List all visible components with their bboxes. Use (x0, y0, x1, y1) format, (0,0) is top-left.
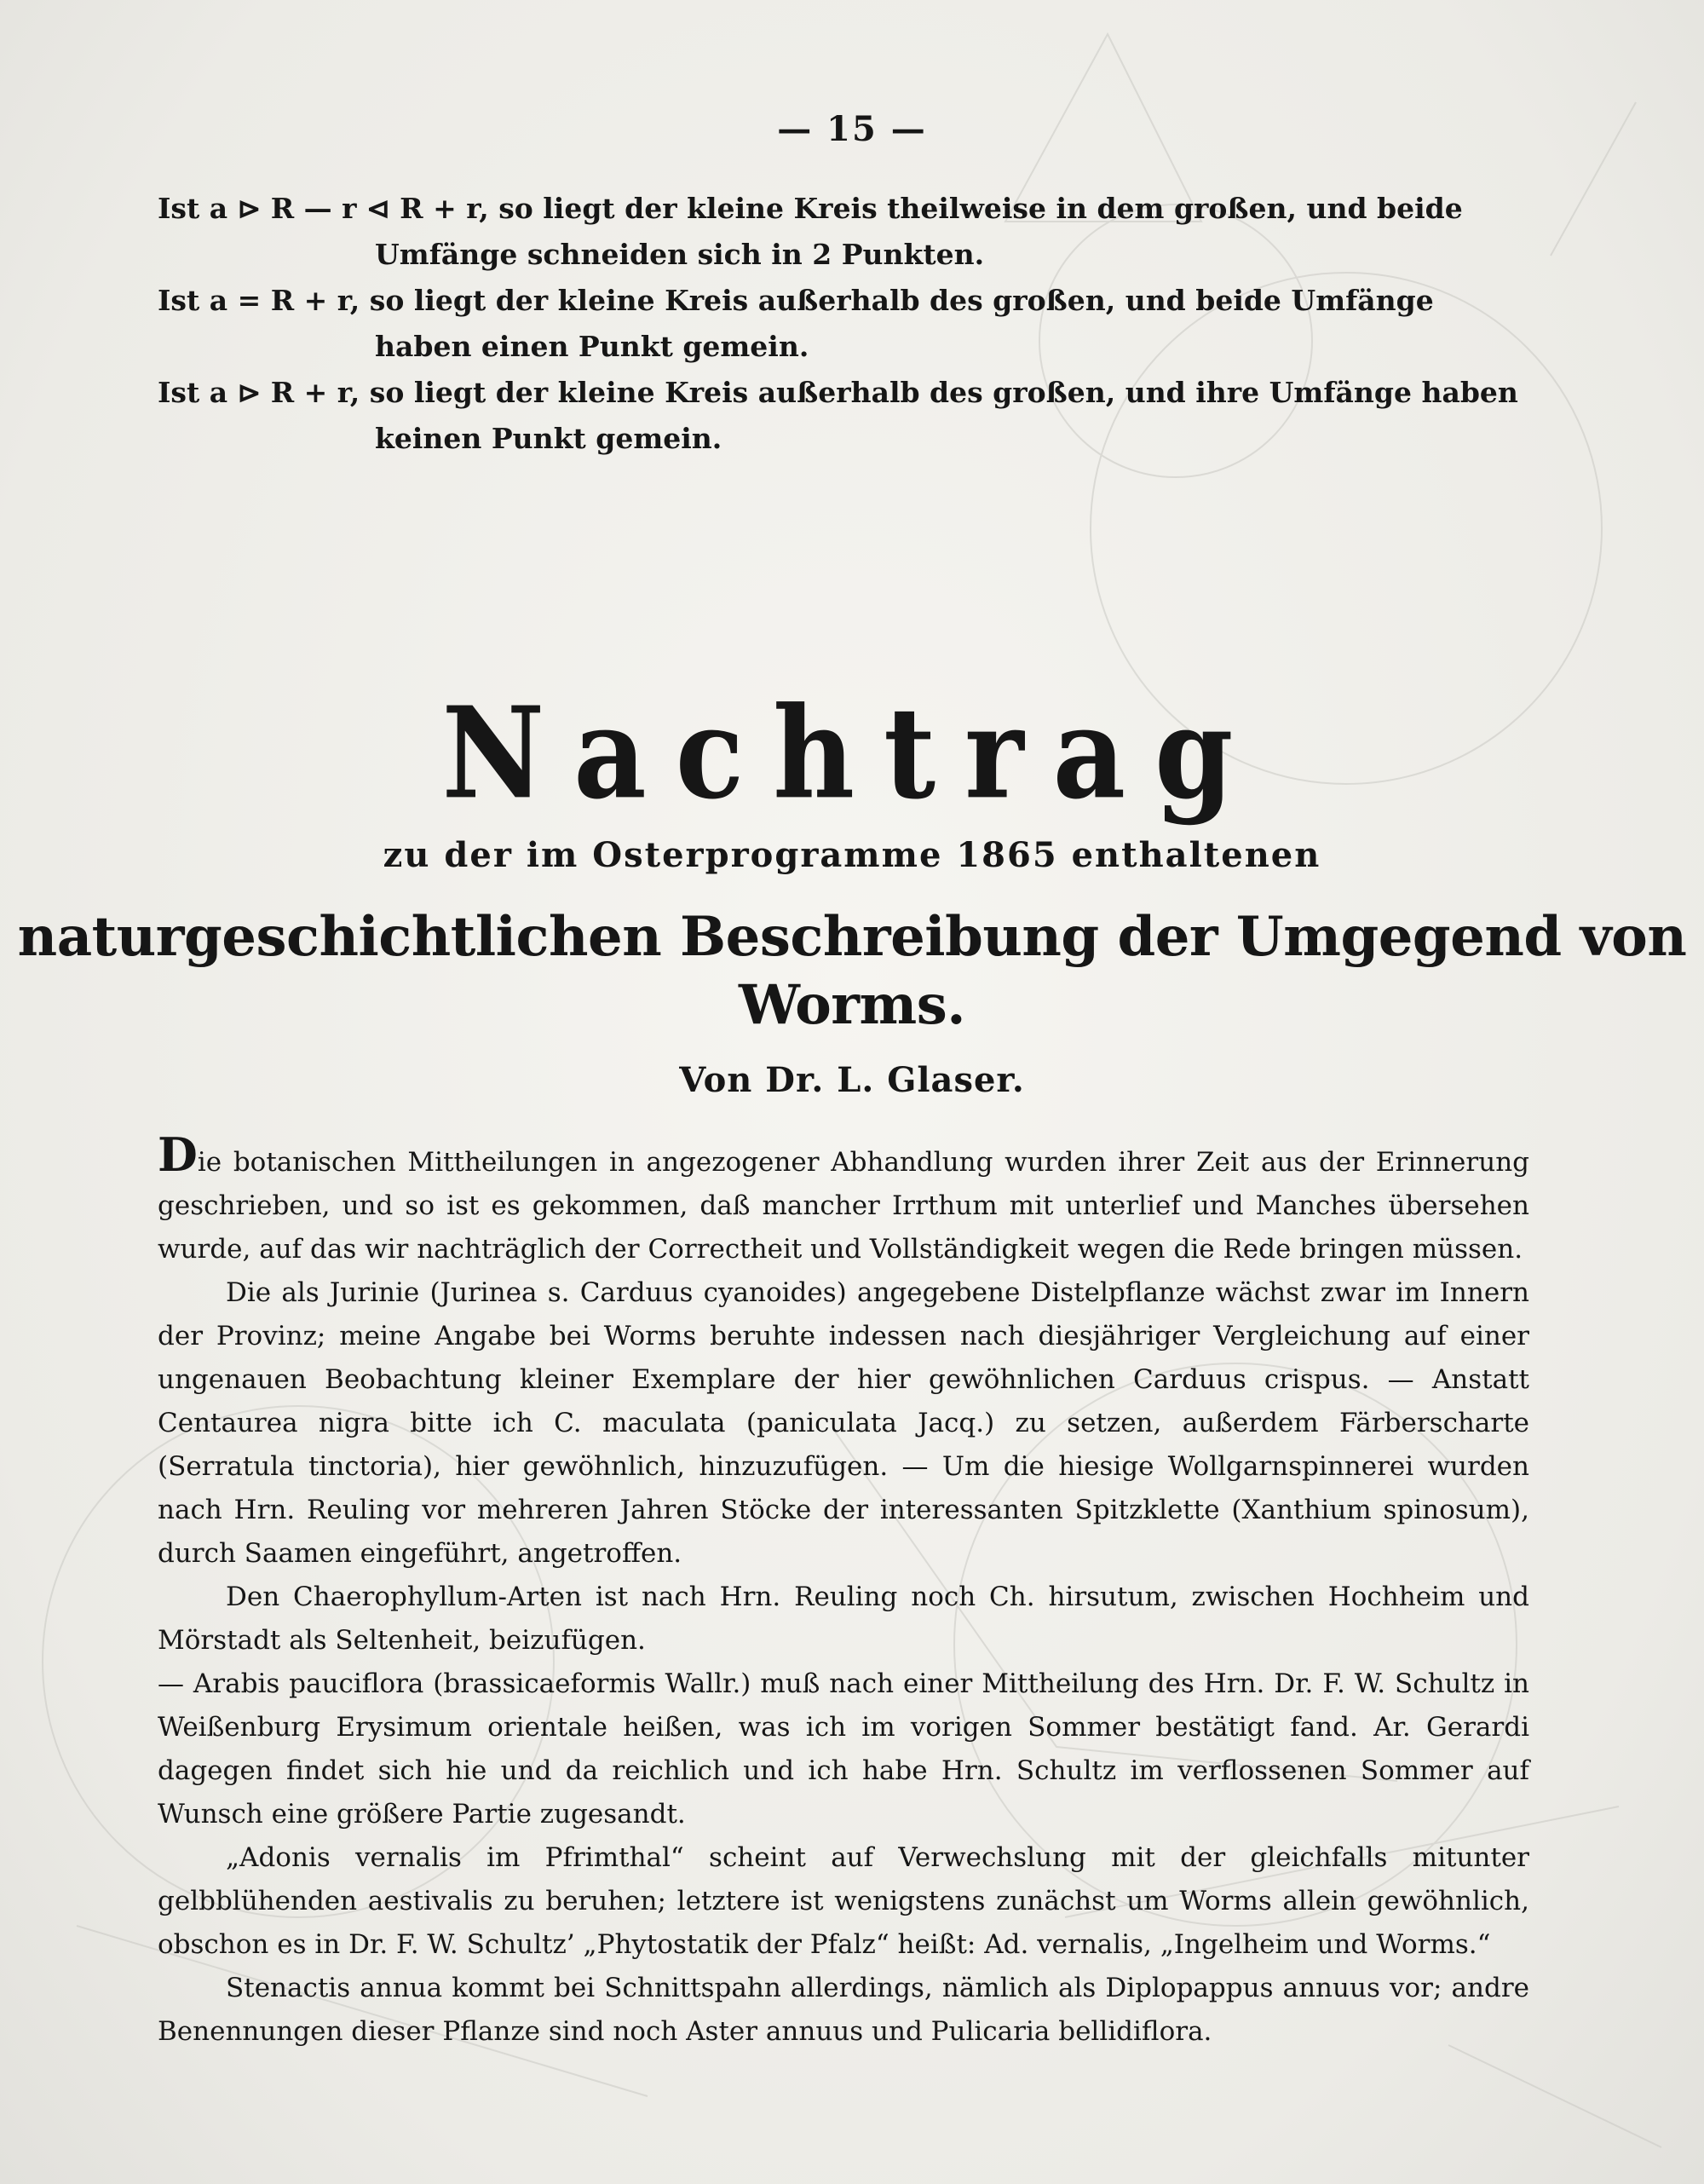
paragraph-text: ie botanischen Mittheilungen in angezogener Abhandlung wurden ihrer Zeit aus der Erinnerung geschrieben, und so ist es gekommen, daß mancher Irrthum mit unterlief und Manches übersehen wurde, auf das wir nachträglich der Correctheit und Vollständigkeit wegen die Rede bringen müssen. (158, 1147, 1529, 1265)
drop-cap: D (158, 1127, 198, 1182)
text-line: Ist a ⊳ R + r, so liegt der kleine Kreis außerhalb des großen, und ihre Umfänge haben keinen Punkt gemein. (158, 376, 1518, 455)
page-number: — 15 — (777, 109, 927, 149)
paragraph: „Adonis vernalis im Pfrimthal“ scheint auf Verwechslung mit der gleichfalls mitunter gelbblühenden aestivalis zu beruhen; letztere ist wenigstens zunächst um Worms allein gewöhnlich, obschon es in Dr. F. W. Schultz’ „Phytostatik der Pfalz“ heißt: Ad. vernalis, „Ingelheim und Worms.“ (158, 1842, 1529, 1960)
paragraph: — Arabis pauciflora (brassicaeformis Wallr.) muß nach einer Mittheilung des Hrn. Dr. F. W. Schultz in Weißenburg Erysimum orientale heißen, was ich im vorigen Sommer bestätigt fand. Ar. Gerardi dagegen findet sich hie und da reichlich und ich habe Hrn. Schultz im verflossenen Sommer auf Wunsch eine größere Partie zugesandt. (158, 1668, 1529, 1830)
paragraph: Den Chaerophyllum-Arten ist nach Hrn. Reuling noch Ch. hirsutum, zwischen Hochheim und Mörstadt als Seltenheit, beizufügen. (158, 1582, 1529, 1656)
author-line: Von Dr. L. Glaser. (679, 1060, 1025, 1100)
text-line: Ist a = R + r, so liegt der kleine Kreis außerhalb des großen, und beide Umfänge haben einen Punkt gemein. (158, 284, 1434, 363)
paragraph: Stenactis annua kommt bei Schnittspahn allerdings, nämlich als Diplopappus annuus vor; andre Benennungen dieser Pflanze sind noch Aster annuus und Pulicaria bellidiflora. (158, 1973, 1529, 2047)
subtitle-line-2: naturgeschichtlichen Beschreibung der Umgegend von Worms. (17, 905, 1687, 1037)
subtitle-line-1: zu der im Osterprogramme 1865 enthaltenen (383, 835, 1321, 875)
section-title: Nachtrag (441, 679, 1263, 828)
body-text (158, 1127, 1529, 2054)
paragraph: Die als Jurinie (Jurinea s. Carduus cyanoides) angegebene Distelpflanze wächst zwar im Innern der Provinz; meine Angabe bei Worms beruhte indessen nach diesjähriger Vergleichung auf einer ungenauen Beobachtung kleiner Exemplare der hier gewöhnlichen Carduus crispus. — Anstatt Centaurea nigra bitte ich C. maculata (paniculata Jacq.) zu setzen, außerdem Färberscharte (Serratula tinctoria), hier gewöhnlich, hinzuzufügen. — Um die hiesige Wollgarnspinnerei wurden nach Hrn. Reuling vor mehreren Jahren Stöcke der interessanten Spitzklette (Xanthium spinosum), durch Saamen eingeführt, angetroffen. (158, 1277, 1529, 1569)
geometry-continuation-text (158, 186, 1529, 462)
paragraph (158, 1127, 1529, 1271)
text-line: Ist a ⊳ R — r ⊲ R + r, so liegt der kleine Kreis theilweise in dem großen, und beide Umfänge schneiden sich in 2 Punkten. (158, 192, 1463, 271)
title-block (0, 679, 1704, 1104)
